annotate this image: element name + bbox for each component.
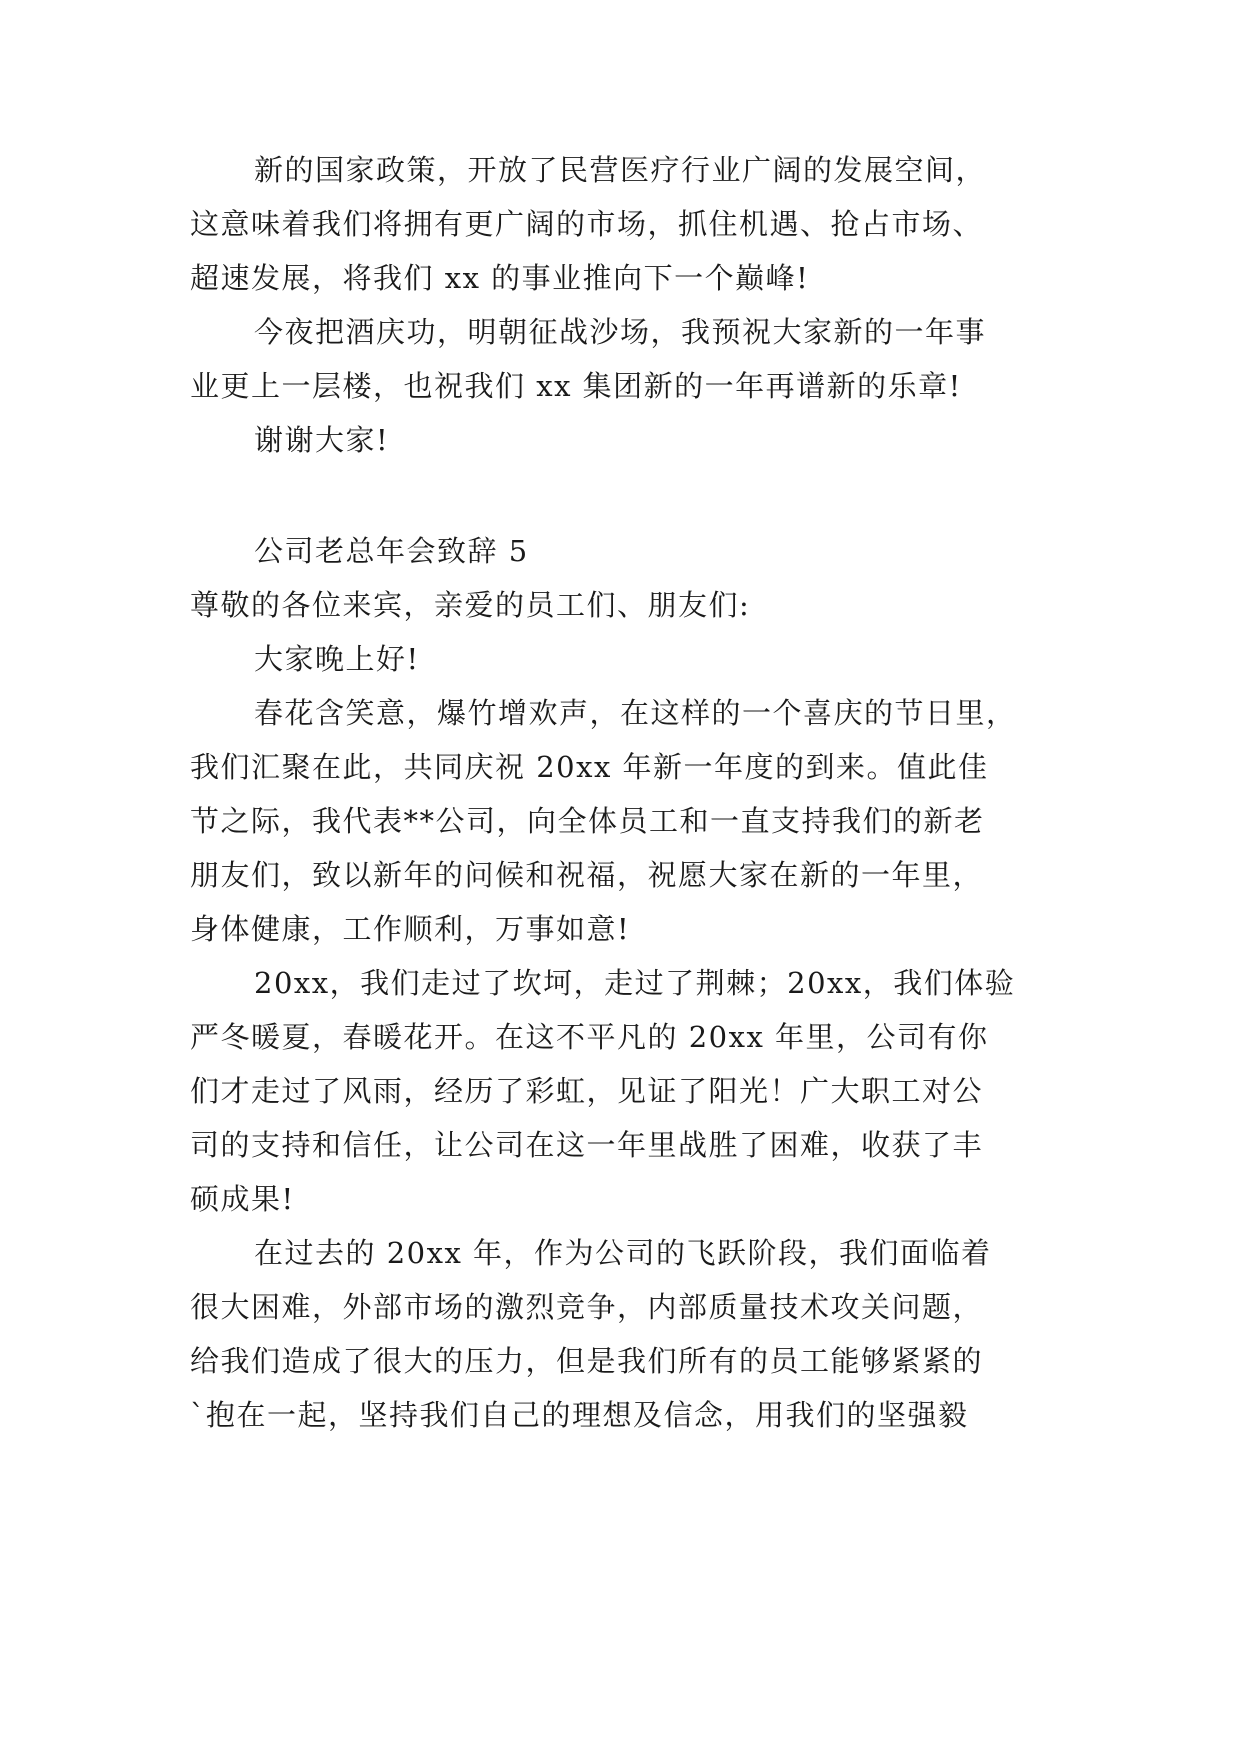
text-line: 我们汇聚在此，共同庆祝 20xx 年新一年度的到来。值此佳 [190,750,989,784]
text-line: 朋友们，致以新年的问候和祝福，祝愿大家在新的一年里， [190,858,984,892]
text-line: 给我们造成了很大的压力，但是我们所有的员工能够紧紧的 [190,1344,984,1378]
section-heading: 公司老总年会致辞 5 [254,534,529,568]
text-line: 20xx，我们走过了坎坷，走过了荆棘；20xx，我们体验 [254,966,1016,1000]
text-line: 春花含笑意，爆竹增欢声，在这样的一个喜庆的节日里， [254,696,1017,730]
text-line: 司的支持和信任，让公司在这一年里战胜了困难，收获了丰 [190,1128,984,1162]
text-line: 超速发展，将我们 xx 的事业推向下一个巅峰! [190,261,810,295]
salutation: 尊敬的各位来宾，亲爱的员工们、朋友们: [190,588,751,622]
text-line: 们才走过了风雨，经历了彩虹，见证了阳光！广大职工对公 [190,1074,984,1108]
text-line: `抱在一起，坚持我们自己的理想及信念，用我们的坚强毅 [190,1398,969,1432]
text-line: 这意味着我们将拥有更广阔的市场，抓住机遇、抢占市场、 [190,207,984,241]
text-line: 身体健康，工作顺利，万事如意! [190,912,631,946]
text-line: 严冬暖夏，春暖花开。在这不平凡的 20xx 年里，公司有你 [190,1020,989,1054]
greeting: 大家晚上好! [254,642,420,676]
text-line: 新的国家政策，开放了民营医疗行业广阔的发展空间， [254,153,987,187]
text-line: 很大困难，外部市场的激烈竞争，内部质量技术攻关问题， [190,1290,984,1324]
text-line: 今夜把酒庆功，明朝征战沙场，我预祝大家新的一年事 [254,315,987,349]
text-line: 节之际，我代表**公司，向全体员工和一直支持我们的新老 [190,804,985,838]
text-line: 谢谢大家! [254,423,390,457]
text-line: 在过去的 20xx 年，作为公司的飞跃阶段，我们面临着 [254,1236,992,1270]
text-line: 业更上一层楼，也祝我们 xx 集团新的一年再谱新的乐章! [190,369,962,403]
text-line: 硕成果! [190,1182,295,1216]
